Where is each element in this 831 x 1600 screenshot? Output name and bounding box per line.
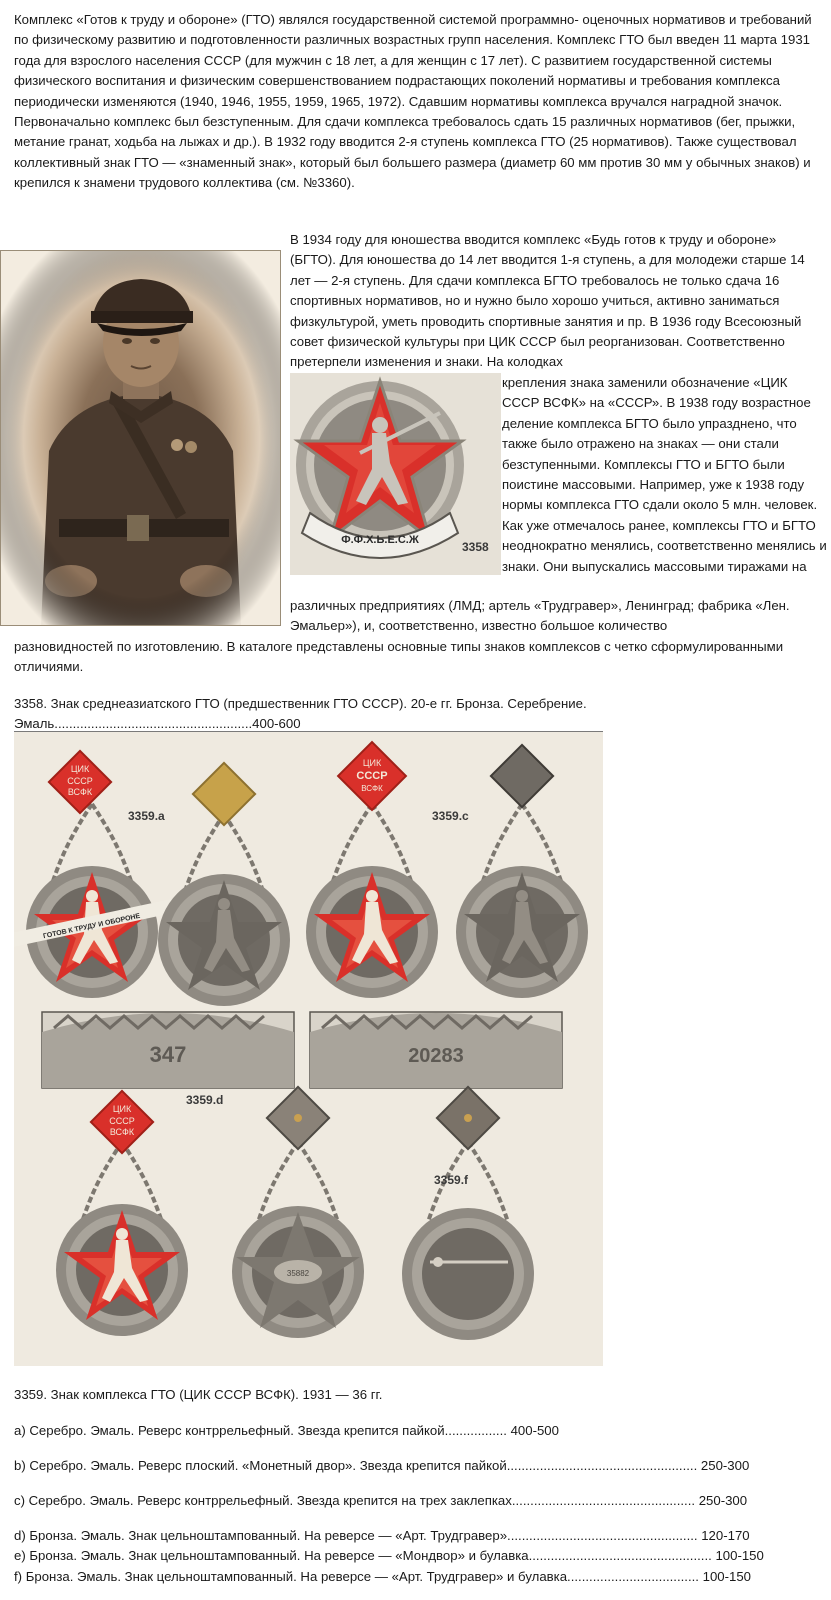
price-item-c: c) Серебро. Эмаль. Реверс контррельефный. Звезда крепится на трех заклепках.................................................. 250-300 [14,1492,748,1508]
badge-a-plate-line1: ЦИК [70,764,90,774]
caption-3359: 3359. Знак комплекса ГТО (ЦИК СССР ВСФК). 1931 — 36 гг. [14,1387,383,1402]
badge-c-plate-line2: СССР [356,770,388,782]
label-3359-d: 3359.d [186,1093,224,1107]
price-list [14,1421,826,1587]
badge-3358-photo [290,373,501,575]
label-3359-f: 3359.f [434,1173,469,1187]
portrait-illustration [1,251,281,626]
badge-side-paragraph: крепления знака заменили обозначение «ЦИК СССР ВСФК» на «СССР». В 1938 году возрастное деление комплекса БГТО было упразднено, что также было отражено на знаках — они стали безступенными. Комплексы ГТО и БГТО были поистине массовыми. Например, уже к 1938 году нормы комплекса ГТО сдали около 5 млн. человек. Как уже отмечалось ранее, комплексы ГТО и БГТО неоднократно менялись, соответственно менялись и знаки. Они выпускались массовыми тиражами на [502,375,827,574]
badge-a-banner: ГОТОВ К ТРУДУ И ОБОРОНЕ [42,912,141,941]
badge-3358-ribbon-text: Ф.Ф.Х.Ь.Е.С.Ж [341,534,419,546]
price-item-a: a) Серебро. Эмаль. Реверс контррельефный. Звезда крепится пайкой................. 400-500 [14,1423,559,1438]
reverse-number-small: 35882 [286,1269,310,1278]
badge-c-plate-line3: ВСФК [361,784,383,793]
badge-a-plate-line2: СССР [67,776,93,786]
price-item-b: b) Серебро. Эмаль. Реверс плоский. «Монетный двор». Звезда крепится пайкой.................................................... 250-300 [14,1457,750,1473]
reverse-number-2: 20283 [408,1045,464,1067]
caption-3358: 3358. Знак среднеазиатского ГТО (предшественник ГТО СССР). 20-е гг. Бронза. Серебрение. Эмаль......................................................400-600 [14,696,587,732]
badge-3358-number: 3358 [462,540,489,554]
price-item-f: f) Бронза. Эмаль. Знак цельноштампованный. На реверсе — «Арт. Трудгравер» и булавка.................................... 100-150 [14,1568,752,1584]
badge-d-plate-line1: ЦИК [112,1104,132,1114]
intro-paragraph: Комплекс «Готов к труду и обороне» (ГТО) являлся государственной системой программно- оценочных нормативов и требований по физическому развитию и подготовленности различных возрастных групп населения. Комплекс ГТО был введен 11 марта 1931 года для взрослого населения СССР (для мужчин с 18 лет, а для женщин с 17 лет). С развитием государственной системы физического воспитания и физическим совершенствованием подрастающих поколений нормативы и требования комплекса периодически изменяются (1940, 1946, 1955, 1959, 1965, 1972). Сдавшим нормативы комплекса вручался наградной значок. Первоначально комплекс был безступенным. Для сдачи комплекса требовалось сдать 15 различных нормативов (бег, прыжки, метание гранат, ходьба на лыжах и др.). В 1932 году вводится 2-я ступень комплекса ГТО (25 нормативов). Также существовал коллективный знак ГТО — «знаменный знак», который был большего размера (диаметр 60 мм против 30 мм у обычных знаков) и крепился к знамени трудового коллектива (см. №3360). [14,12,812,191]
below-badge-paragraph: различных предприятиях (ЛМД; артель «Трудгравер», Ленинград; фабрика «Лен. Эмальер»), и, соответственно, известно большое количество [290,598,790,634]
catalog-3359-photo [14,731,603,1366]
badge-d-plate-line3: ВСФК [109,1127,135,1137]
label-3359-a: 3359.a [128,809,165,823]
price-item-d: d) Бронза. Эмаль. Знак цельноштампованный. На реверсе — «Арт. Трудгравер».................................................... 120-170 [14,1527,750,1543]
badge-c-plate-line1: ЦИК [362,758,382,768]
reverse-number-1: 347 [149,1042,187,1067]
badge-d-plate-line2: СССР [109,1116,135,1126]
price-item-e: e) Бронза. Эмаль. Знак цельноштампованный. На реверсе — «Мондвор» и булавка.................................................. 100-150 [14,1548,764,1564]
badge-a-plate-line3: ВСФК [67,787,93,797]
badge-3358-illustration [290,373,501,575]
label-3359-c: 3359.c [432,809,469,823]
tail-paragraph: разновидностей по изготовлению. В каталоге представлены основные типы знаков комплексов с четко сформулированными отличиями. [14,639,784,675]
portrait-photo [0,250,281,626]
catalog-3359-illustration [14,732,603,1366]
bgto-paragraph: В 1934 году для юношества вводится комплекс «Будь готов к труду и обороне» (БГТО). Для юношества до 14 лет вводится 1-я ступень, а для молодежи старше 14 лет — 2-я ступень. Для сдачи комплекса БГТО требовалось не только сдача 16 спортивных нормативов, но и нужно было хорошо учиться, активно заниматься физкультурой, уметь проводить спортивные занятия и пр. В 1936 году Всесоюзный совет физической культуры при ЦИК СССР был реорганизован. Соответственно претерпели изменения и знаки. На колодках [290,232,805,370]
